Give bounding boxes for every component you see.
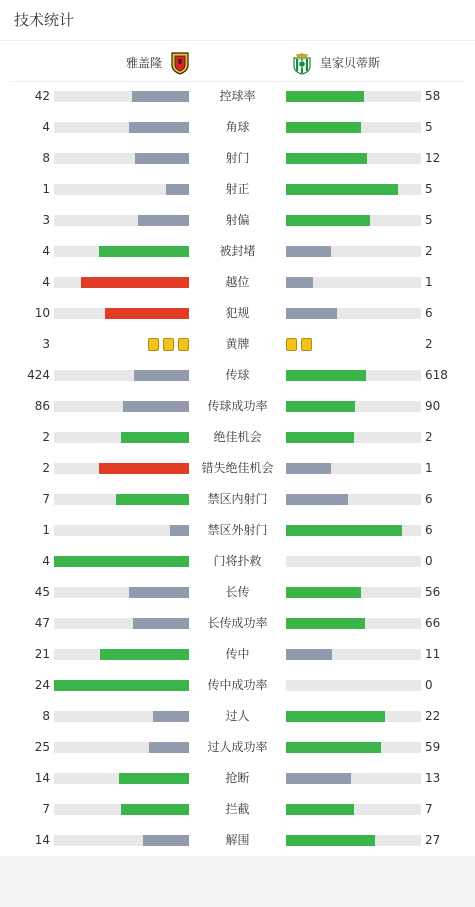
stat-row — [0, 515, 475, 546]
stat-label: 传球 — [225, 368, 250, 382]
home-value: 7 — [42, 492, 50, 506]
stat-label: 门将扑救 — [213, 554, 262, 568]
stat-row — [0, 794, 475, 825]
away-value: 2 — [425, 430, 433, 444]
jagiellonia-crest-icon — [168, 51, 192, 75]
stat-row — [0, 81, 475, 112]
stat-label: 绝佳机会 — [213, 430, 262, 444]
stat-label: 抢断 — [225, 771, 250, 785]
home-bar-fill — [121, 432, 189, 443]
home-bar-track — [54, 649, 189, 660]
stat-label: 射偏 — [225, 213, 250, 227]
home-bar-fill — [54, 680, 189, 691]
stat-label: 禁区外射门 — [207, 523, 268, 537]
away-bar-fill — [286, 835, 375, 846]
home-bar-track — [54, 742, 189, 753]
home-value: 3 — [42, 213, 50, 227]
home-bar-fill — [116, 494, 189, 505]
away-bar-fill — [286, 246, 331, 257]
away-bar-fill — [286, 804, 354, 815]
away-value: 90 — [425, 399, 441, 413]
home-bar-fill — [133, 618, 189, 629]
home-bar-track — [54, 587, 189, 598]
away-value: 5 — [425, 120, 433, 134]
away-value: 59 — [425, 740, 441, 754]
away-value: 2 — [425, 244, 433, 258]
away-bar-track — [286, 649, 421, 660]
home-bar-track — [54, 525, 189, 536]
home-bar-fill — [99, 246, 189, 257]
away-bar-track — [286, 370, 421, 381]
away-bar-fill — [286, 494, 348, 505]
away-bar-track — [286, 91, 421, 102]
away-bar-track — [286, 401, 421, 412]
home-value: 47 — [34, 616, 50, 630]
away-bar-fill — [286, 432, 354, 443]
yellow-card-icon — [163, 338, 174, 351]
stat-row — [0, 577, 475, 608]
home-bar-fill — [135, 153, 189, 164]
home-bar-track — [54, 463, 189, 474]
away-bar-fill — [286, 91, 364, 102]
home-value: 2 — [42, 430, 50, 444]
away-value: 12 — [425, 151, 441, 165]
stat-row — [0, 639, 475, 670]
stat-row — [0, 732, 475, 763]
stat-row — [0, 267, 475, 298]
away-bar-fill — [286, 649, 332, 660]
home-bar-fill — [170, 525, 189, 536]
away-bar-fill — [286, 122, 361, 133]
away-value: 5 — [425, 213, 433, 227]
stat-label: 过人 — [225, 709, 250, 723]
stat-row — [0, 546, 475, 577]
stat-label: 黄牌 — [225, 337, 250, 351]
home-bar-track — [54, 711, 189, 722]
away-bar-track — [286, 804, 421, 815]
away-bar-track — [286, 835, 421, 846]
away-bar-fill — [286, 711, 385, 722]
home-value: 42 — [34, 89, 50, 103]
stat-label: 长传成功率 — [207, 616, 268, 630]
away-team[interactable] — [290, 51, 380, 75]
stat-label: 过人成功率 — [207, 740, 268, 754]
away-bar-fill — [286, 215, 370, 226]
away-bar-track — [286, 215, 421, 226]
stat-label: 拦截 — [225, 802, 250, 816]
away-value: 6 — [425, 492, 433, 506]
stat-row — [0, 174, 475, 205]
real-betis-crest-icon — [290, 51, 314, 75]
home-bar-track — [54, 277, 189, 288]
away-value: 13 — [425, 771, 441, 785]
home-bar-track — [54, 556, 189, 567]
home-value: 86 — [34, 399, 50, 413]
away-bar-fill — [286, 742, 381, 753]
home-yellow-cards — [148, 338, 189, 351]
home-bar-track — [54, 153, 189, 164]
away-value: 618 — [425, 368, 448, 382]
page-title: 技术统计 — [14, 11, 75, 29]
away-bar-track — [286, 153, 421, 164]
stat-label: 禁区内射门 — [207, 492, 268, 506]
away-value: 56 — [425, 585, 441, 599]
stat-label: 射正 — [225, 182, 250, 196]
away-bar-track — [286, 184, 421, 195]
stat-label: 控球率 — [219, 89, 256, 103]
stat-label: 传中 — [225, 647, 250, 661]
home-bar-fill — [100, 649, 189, 660]
home-value: 8 — [42, 709, 50, 723]
home-value: 4 — [42, 244, 50, 258]
away-value: 0 — [425, 678, 433, 692]
home-value: 3 — [42, 337, 50, 351]
away-bar-track — [286, 556, 421, 567]
stat-row — [0, 205, 475, 236]
stat-row — [0, 670, 475, 701]
home-bar-track — [54, 494, 189, 505]
home-value: 4 — [42, 120, 50, 134]
home-bar-track — [54, 432, 189, 443]
stat-row — [0, 329, 475, 360]
home-bar-track — [54, 804, 189, 815]
home-bar-track — [54, 835, 189, 846]
home-value: 2 — [42, 461, 50, 475]
home-bar-track — [54, 91, 189, 102]
away-bar-fill — [286, 153, 367, 164]
home-value: 24 — [34, 678, 50, 692]
home-bar-fill — [54, 556, 189, 567]
home-bar-track — [54, 184, 189, 195]
home-bar-fill — [129, 122, 189, 133]
away-value: 2 — [425, 337, 433, 351]
home-value: 4 — [42, 554, 50, 568]
home-value: 8 — [42, 151, 50, 165]
stat-label: 长传 — [225, 585, 250, 599]
stat-row — [0, 236, 475, 267]
home-value: 1 — [42, 523, 50, 537]
home-value: 21 — [34, 647, 50, 661]
stat-row — [0, 391, 475, 422]
away-value: 5 — [425, 182, 433, 196]
home-bar-track — [54, 370, 189, 381]
home-value: 10 — [34, 306, 50, 320]
away-value: 1 — [425, 275, 433, 289]
away-bar-track — [286, 587, 421, 598]
away-bar-track — [286, 680, 421, 691]
stat-row — [0, 360, 475, 391]
stat-label: 射门 — [225, 151, 250, 165]
away-value: 66 — [425, 616, 441, 630]
away-value: 7 — [425, 802, 433, 816]
home-bar-fill — [105, 308, 189, 319]
yellow-card-icon — [148, 338, 159, 351]
home-team-name: 雅盖隆 — [125, 56, 162, 70]
away-bar-fill — [286, 618, 365, 629]
away-bar-track — [286, 494, 421, 505]
stat-label: 角球 — [225, 120, 250, 134]
home-bar-track — [54, 246, 189, 257]
home-bar-fill — [166, 184, 189, 195]
home-bar-fill — [123, 401, 189, 412]
home-bar-track — [54, 215, 189, 226]
home-team[interactable] — [126, 51, 192, 75]
home-value: 7 — [42, 802, 50, 816]
away-bar-fill — [286, 308, 337, 319]
yellow-card-icon — [301, 338, 312, 351]
stat-label: 越位 — [225, 275, 250, 289]
away-value: 6 — [425, 523, 433, 537]
away-bar-fill — [286, 184, 398, 195]
home-value: 14 — [34, 833, 50, 847]
home-bar-track — [54, 401, 189, 412]
away-yellow-cards — [286, 338, 312, 351]
away-bar-track — [286, 711, 421, 722]
home-value: 4 — [42, 275, 50, 289]
away-bar-track — [286, 308, 421, 319]
home-bar-track — [54, 680, 189, 691]
stats-list — [0, 81, 475, 856]
stat-row — [0, 143, 475, 174]
away-bar-track — [286, 122, 421, 133]
stat-row — [0, 298, 475, 329]
stat-label: 被封堵 — [219, 244, 256, 258]
away-bar-fill — [286, 401, 355, 412]
yellow-card-icon — [178, 338, 189, 351]
home-bar-fill — [134, 370, 189, 381]
away-bar-fill — [286, 277, 313, 288]
home-bar-fill — [121, 804, 189, 815]
home-bar-fill — [132, 91, 189, 102]
away-bar-fill — [286, 587, 361, 598]
home-value: 45 — [34, 585, 50, 599]
stat-label: 传球成功率 — [207, 399, 268, 413]
home-value: 25 — [34, 740, 50, 754]
home-bar-fill — [153, 711, 189, 722]
home-bar-track — [54, 122, 189, 133]
away-value: 0 — [425, 554, 433, 568]
home-bar-track — [54, 773, 189, 784]
away-value: 6 — [425, 306, 433, 320]
away-bar-track — [286, 525, 421, 536]
away-bar-track — [286, 432, 421, 443]
stat-row — [0, 701, 475, 732]
stat-label: 犯规 — [225, 306, 250, 320]
yellow-card-icon — [286, 338, 297, 351]
stat-row — [0, 608, 475, 639]
away-bar-fill — [286, 773, 351, 784]
away-bar-track — [286, 618, 421, 629]
away-value: 27 — [425, 833, 441, 847]
home-value: 1 — [42, 182, 50, 196]
away-bar-fill — [286, 525, 402, 536]
away-value: 11 — [425, 647, 441, 661]
away-bar-track — [286, 463, 421, 474]
away-bar-fill — [286, 370, 366, 381]
stat-label: 解围 — [225, 833, 250, 847]
stat-row — [0, 825, 475, 856]
stat-row — [0, 112, 475, 143]
home-bar-fill — [99, 463, 189, 474]
home-bar-fill — [143, 835, 189, 846]
away-value: 58 — [425, 89, 441, 103]
stat-row — [0, 453, 475, 484]
stat-label: 传中成功率 — [207, 678, 268, 692]
away-bar-track — [286, 277, 421, 288]
away-team-name: 皇家贝蒂斯 — [320, 56, 381, 70]
home-bar-fill — [119, 773, 189, 784]
home-value: 14 — [34, 771, 50, 785]
home-bar-track — [54, 618, 189, 629]
away-value: 22 — [425, 709, 441, 723]
home-bar-fill — [149, 742, 189, 753]
home-bar-fill — [81, 277, 189, 288]
home-bar-fill — [129, 587, 189, 598]
home-bar-fill — [138, 215, 189, 226]
away-bar-track — [286, 246, 421, 257]
stat-row — [0, 763, 475, 794]
away-bar-fill — [286, 463, 331, 474]
stat-label: 错失绝佳机会 — [201, 461, 274, 475]
home-value: 424 — [27, 368, 50, 382]
teams-header — [0, 41, 475, 81]
home-bar-track — [54, 308, 189, 319]
away-bar-track — [286, 742, 421, 753]
stat-row — [0, 484, 475, 515]
away-value: 1 — [425, 461, 433, 475]
away-bar-track — [286, 773, 421, 784]
stat-row — [0, 422, 475, 453]
